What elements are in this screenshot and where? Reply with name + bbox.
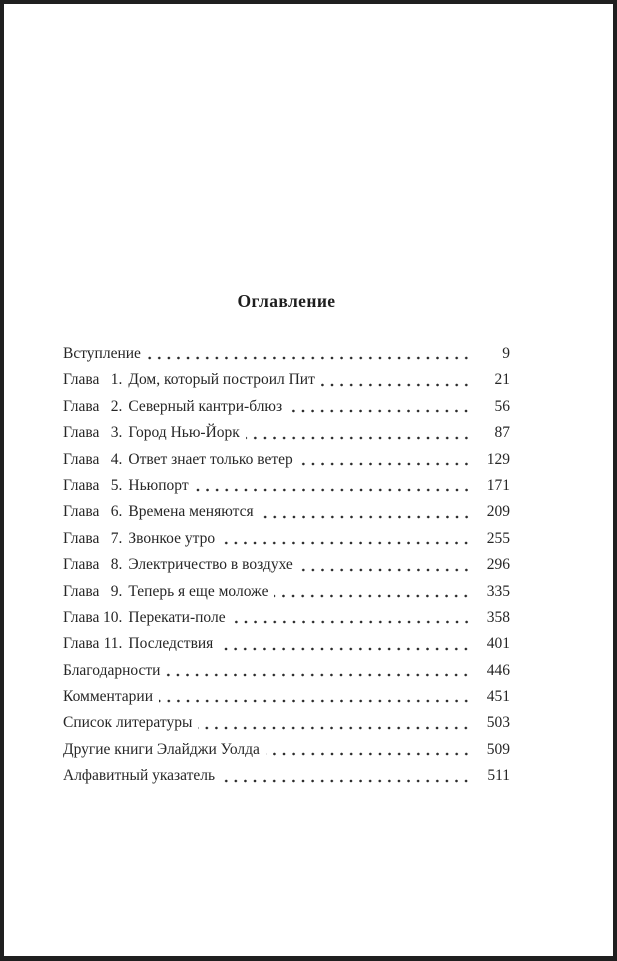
dot-leader-icon [166, 658, 473, 684]
toc-entry-page-number: 511 [487, 767, 510, 785]
toc-entry-page-number: 87 [494, 424, 510, 442]
toc-entry-title: Список литературы [63, 714, 193, 732]
toc-entry-chapter-number: 7. [110, 529, 123, 547]
toc-entry-page-number: 503 [486, 714, 510, 732]
toc-entry[interactable] [63, 658, 510, 684]
toc-entry-page-number: 21 [494, 371, 510, 389]
toc-entry-chapter-number: 4. [110, 450, 123, 468]
dot-leader-icon [288, 394, 473, 420]
toc-entry-page-number: 509 [486, 740, 510, 758]
toc-entry-chapter-number: 9. [110, 582, 123, 600]
toc-title: Оглавление [237, 291, 336, 311]
dot-leader-icon [299, 447, 473, 473]
toc-entry-title: Вступление [63, 345, 141, 362]
dot-leader-icon [246, 420, 473, 446]
dot-leader-icon [260, 499, 473, 525]
toc-entry[interactable] [63, 341, 510, 367]
toc-entry-chapter-label: Глава [63, 635, 100, 653]
toc-entry-chapter-number: 5. [110, 476, 123, 494]
book-page [4, 4, 613, 956]
toc-list [63, 341, 510, 790]
toc-entry-title: Комментарии [63, 688, 153, 706]
toc-entry-chapter-number: 8. [110, 556, 123, 574]
toc-entry-page-number: 209 [486, 503, 510, 521]
dot-leader-icon [274, 579, 473, 605]
toc-entry-chapter-label: Глава [63, 582, 100, 600]
toc-entry-chapter-label: Глава [63, 529, 100, 547]
dot-leader-icon [195, 473, 473, 499]
toc-entry-title: Звонкое утро [128, 529, 216, 547]
dot-leader-icon [147, 341, 473, 367]
toc-entry-title: Ответ знает только ветер [128, 450, 293, 468]
dot-leader-icon [219, 631, 473, 657]
toc-entry-page-number: 129 [486, 450, 510, 468]
dot-leader-icon [221, 526, 473, 552]
toc-entry-chapter-label: Глава [63, 476, 100, 494]
dot-leader-icon [299, 552, 473, 578]
toc-entry-chapter-number: 2. [110, 397, 123, 415]
toc-entry-chapter-label: Глава [63, 556, 100, 574]
toc-entry[interactable] [63, 710, 510, 736]
dot-leader-icon [159, 684, 473, 710]
toc-entry[interactable] [63, 394, 510, 420]
toc-entry-chapter-number: 6. [110, 503, 123, 521]
toc-entry-chapter-label: Глава [63, 371, 100, 389]
toc-entry-title: Алфавитный указатель [63, 767, 216, 785]
toc-entry-title: Перекати-поле [128, 608, 226, 626]
toc-entry-chapter-label: Глава [63, 424, 100, 442]
dot-leader-icon [321, 367, 473, 393]
toc-entry-title: Ньюпорт [128, 476, 189, 494]
toc-entry[interactable] [63, 367, 510, 393]
toc-entry[interactable] [63, 473, 510, 499]
toc-entry[interactable] [63, 526, 510, 552]
toc-entry-chapter-number: 3. [110, 424, 123, 442]
toc-entry-chapter-label: Глава [63, 397, 100, 415]
toc-entry-chapter-label: Глава [63, 503, 100, 521]
toc-entry-page-number: 446 [486, 661, 510, 679]
toc-entry-title: Теперь я еще моложе [128, 582, 269, 600]
toc-entry-title: Электричество в воздухе [128, 556, 293, 574]
toc-entry-page-number: 401 [486, 635, 510, 653]
toc-entry[interactable] [63, 579, 510, 605]
toc-entry-chapter-number: 10. [103, 608, 123, 626]
toc-entry-title: Другие книги Элайджи Уолда [63, 740, 260, 758]
toc-entry-title: Северный кантри-блюз [128, 397, 283, 415]
dot-leader-icon [198, 710, 473, 736]
toc-entry-page-number: 335 [486, 582, 510, 600]
toc-entry[interactable] [63, 737, 510, 763]
toc-entry-chapter-label: Глава [63, 608, 100, 626]
toc-entry[interactable] [63, 631, 510, 657]
toc-entry-page-number: 171 [486, 476, 510, 494]
toc-entry-chapter-label: Глава [63, 450, 100, 468]
toc-entry-page-number: 296 [486, 556, 510, 574]
toc-entry-chapter-number: 11. [103, 635, 123, 653]
toc-entry[interactable] [63, 605, 510, 631]
toc-entry-page-number: 451 [486, 688, 510, 706]
toc-entry-title: Город Нью-Йорк [128, 424, 240, 442]
toc-entry-title: Времена меняются [128, 503, 254, 521]
toc-entry[interactable] [63, 684, 510, 710]
toc-entry[interactable] [63, 447, 510, 473]
toc-entry-page-number: 9 [502, 345, 510, 362]
toc-entry[interactable] [63, 499, 510, 525]
dot-leader-icon [266, 737, 473, 763]
toc-entry-page-number: 358 [486, 608, 510, 626]
toc-entry-chapter-number: 1. [110, 371, 123, 389]
dot-leader-icon [232, 605, 473, 631]
toc-entry-title: Дом, который построил Пит [128, 371, 315, 389]
toc-entry-page-number: 255 [486, 529, 510, 547]
toc-entry-page-number: 56 [494, 397, 510, 415]
toc-entry-title: Последствия [128, 635, 214, 653]
dot-leader-icon [221, 763, 473, 789]
toc-entry[interactable] [63, 763, 510, 789]
toc-entry[interactable] [63, 420, 510, 446]
toc-entry-title: Благодарности [63, 661, 161, 679]
toc-entry[interactable] [63, 552, 510, 578]
